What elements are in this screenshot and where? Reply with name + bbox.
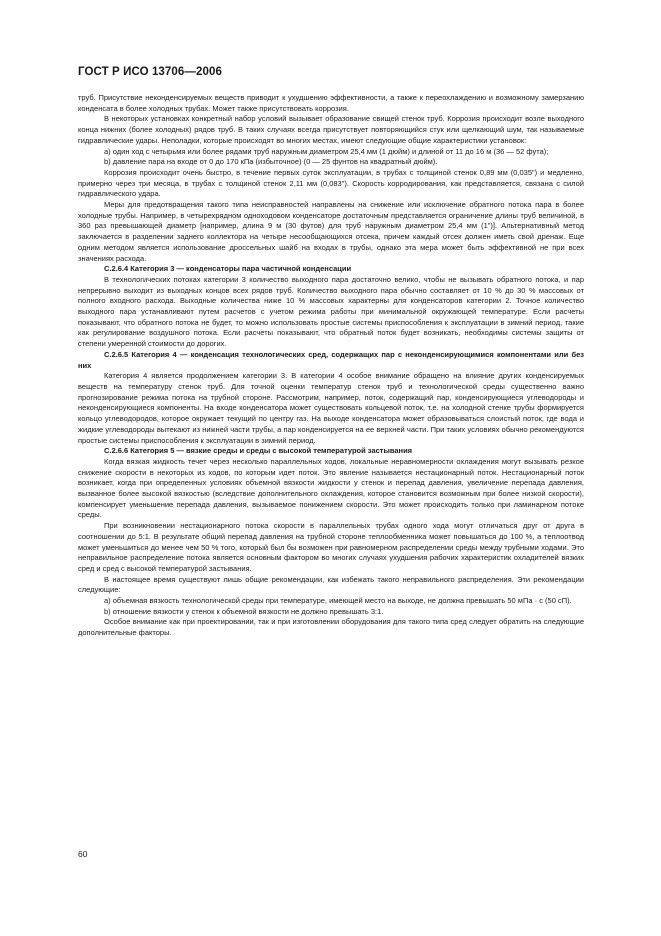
section-heading: С.2.6.4 Категория 3 — конденсаторы пара частичной конденсации: [104, 264, 352, 274]
paragraph: Коррозия происходит очень быстро, в течение первых суток эксплуатации, в трубах с толщиной стенок 0,89 мм (0,035") и медленно, примерно через три месяца, в трубах с толщиной стенок 2,11 мм (0,083"). Скорость корродирования, как представляется, связана с силой гидравлического удара.: [78, 167, 584, 199]
paragraph: В технологических потоках категории 3 количество выходного пара достаточно велико, чтобы не вызывать обратного потока, и пар непрерывно выходит из выходных концов всех рядов труб. Количество выходного пара обычно составляет от 10 % до 30 % массовых от полного входного расхода. Выходные количества ниже 10 % массовых характерны для конденсаторов категории 2. Точное количество выходного пара устанавливают путем расчетов с учетом режима работы при минимальной окружающей температуре. Если расчеты показывают, что обратного потока не будет, то можно использовать простые системы приспособления к эксплуатации в зимний период, такие как регулирование воздушного потока. Если расчеты показывают, что обратный поток будет возникать, необходимы системы защиты от степени умеренной стоимости до дорогих.: [78, 274, 584, 349]
document-header: ГОСТ Р ИСО 13706—2006: [78, 66, 223, 78]
section-heading: С.2.6.6 Категория 5 — вязкие среды и среды с высокой температурой застывания: [104, 446, 413, 456]
paragraph: При возникновении нестационарного потока скорости в параллельных трубах одного хода могут отличаться друг от друга в соотношении до 5:1. В результате общий перепад давления на трубной стороне теплообменника может повышаться до 100 %, а теплоотвод может уменьшиться до менее чем 50 % того, который был бы возможен при равномерном распределении среды между трубными ходами. Это неправильное распределение потока является основным фактором во многих случаях ухудшения рабочих характеристик охладителей вязких сред и сред с высокой температурой застывания.: [78, 521, 584, 573]
paragraph: Особое внимание как при проектировании, так и при изготовлении оборудования для такого типа сред следует обратить на следующие дополнительные факторы.: [78, 617, 584, 638]
paragraph: Когда вязкая жидкость течет через несколько параллельных ходов, локальные неравномерности охлаждения могут вызывать резкое снижение скорости в некоторых из ходов, по которым идет поток. Это явление называется нестационарный поток. Нестационарный поток возникает, когда при определенных условиях объемной вязкости жидкости у стенок и перепад давления, увеличение перепада давления, вызванное более высокой вязкостью (вследствие дополнительного охлаждения, которое становится возможным при более низкой скорости), компенсирует уменьшение перепада давления, вызываемое понижением скорости. Это может происходить только при ламинарном потоке среды.: [78, 456, 584, 520]
paragraph: Меры для предотвращения такого типа неисправностей направлены на снижение или исключение обратного потока пара в более холодные трубы. Например, в четырехрядном одноходовом конденсаторе достаточным представляется ограничение длины труб величиной, в 360 раз превышающей диаметр [например, длина 9 м (30 футов) для труб наружным диаметром 25,4 мм (1")]. Альтернативный метод заключается в разделении заднего коллектора на четыре несообщающихся отсека, причем каждый отсек должен иметь свой дренаж. Еще одним методом является использование дроссельных шайб на входах в трубы, однако эта мера может быть эффективной не при всех значениях расхода.: [78, 200, 584, 263]
section-heading: С.2.6.5 Категория 4 — конденсация технологических сред, содержащих пар с неконденсирующимися компонентами или без них: [78, 349, 584, 370]
page-number: 60: [78, 849, 88, 859]
list-item: а) объемная вязкость технологической среды при температуре, имеющей место на выходе, не должна превышать 50 мПа · с (50 сП).: [104, 596, 572, 606]
paragraph: В некоторых установках конкретный набор условий вызывает образование свищей стенок труб. Коррозия происходит возле выходного конца нижних (более холодных) рядов труб. В таких случаях всегда присутствует повторяющийся стук или щелкающий шум, так называемые гидравлические удары. Неполадки, которые происходят во многих местах, имеют следующие общие характеристики установок:: [78, 114, 584, 145]
paragraph: труб. Присутствие неконденсируемых веществ приводит к ухудшению эффективности, а также к переохлаждению и возможному замерзанию конденсата в более холодных трубах. Может также присутствовать коррозия.: [78, 93, 584, 113]
list-item: b) отношение вязкости у стенок к объемной вязкости не должно превышать 3:1.: [104, 606, 384, 616]
list-item: а) один ход с четырьмя или более рядами труб наружным диаметром 25,4 мм (1 дюйм) и длиной от 11 до 16 м (36 — 52 фута);: [104, 146, 549, 156]
list-item: b) давление пара на входе от 0 до 170 кПа (избыточное) (0 — 25 фунтов на квадратный дюйм).: [104, 157, 438, 167]
document-body: [78, 93, 584, 639]
paragraph: Категория 4 является продолжением категории 3. В категории 4 особое внимание обращено на влияние других конденсируемых веществ на температуру стенок труб. Для точной оценки температур стенок труб и технологической среды существенно важно прогнозирование режима потока на трубной стороне. Рассмотрим, например, поток, содержащий пар, конденсирующиеся углеводороды и неконденсирующиеся компоненты. На входе конденсатора может существовать кольцевой поток, т.е. на холодной стенке трубы формируется кольцо углеводородов, которое окружает текущий по центру газ. На выходе конденсатора может образовываться слоистый поток, где вода и жидкие углеводороды вытекают из нижней части трубы, а пар конденсируется на ее верхней части. При таких условиях обычно рекомендуются простые системы приспособления к эксплуатации в зимний период.: [78, 371, 584, 445]
paragraph: В настоящее время существуют лишь общие рекомендации, как избежать такого неправильного распределения. Эти рекомендации следующие:: [78, 574, 584, 595]
